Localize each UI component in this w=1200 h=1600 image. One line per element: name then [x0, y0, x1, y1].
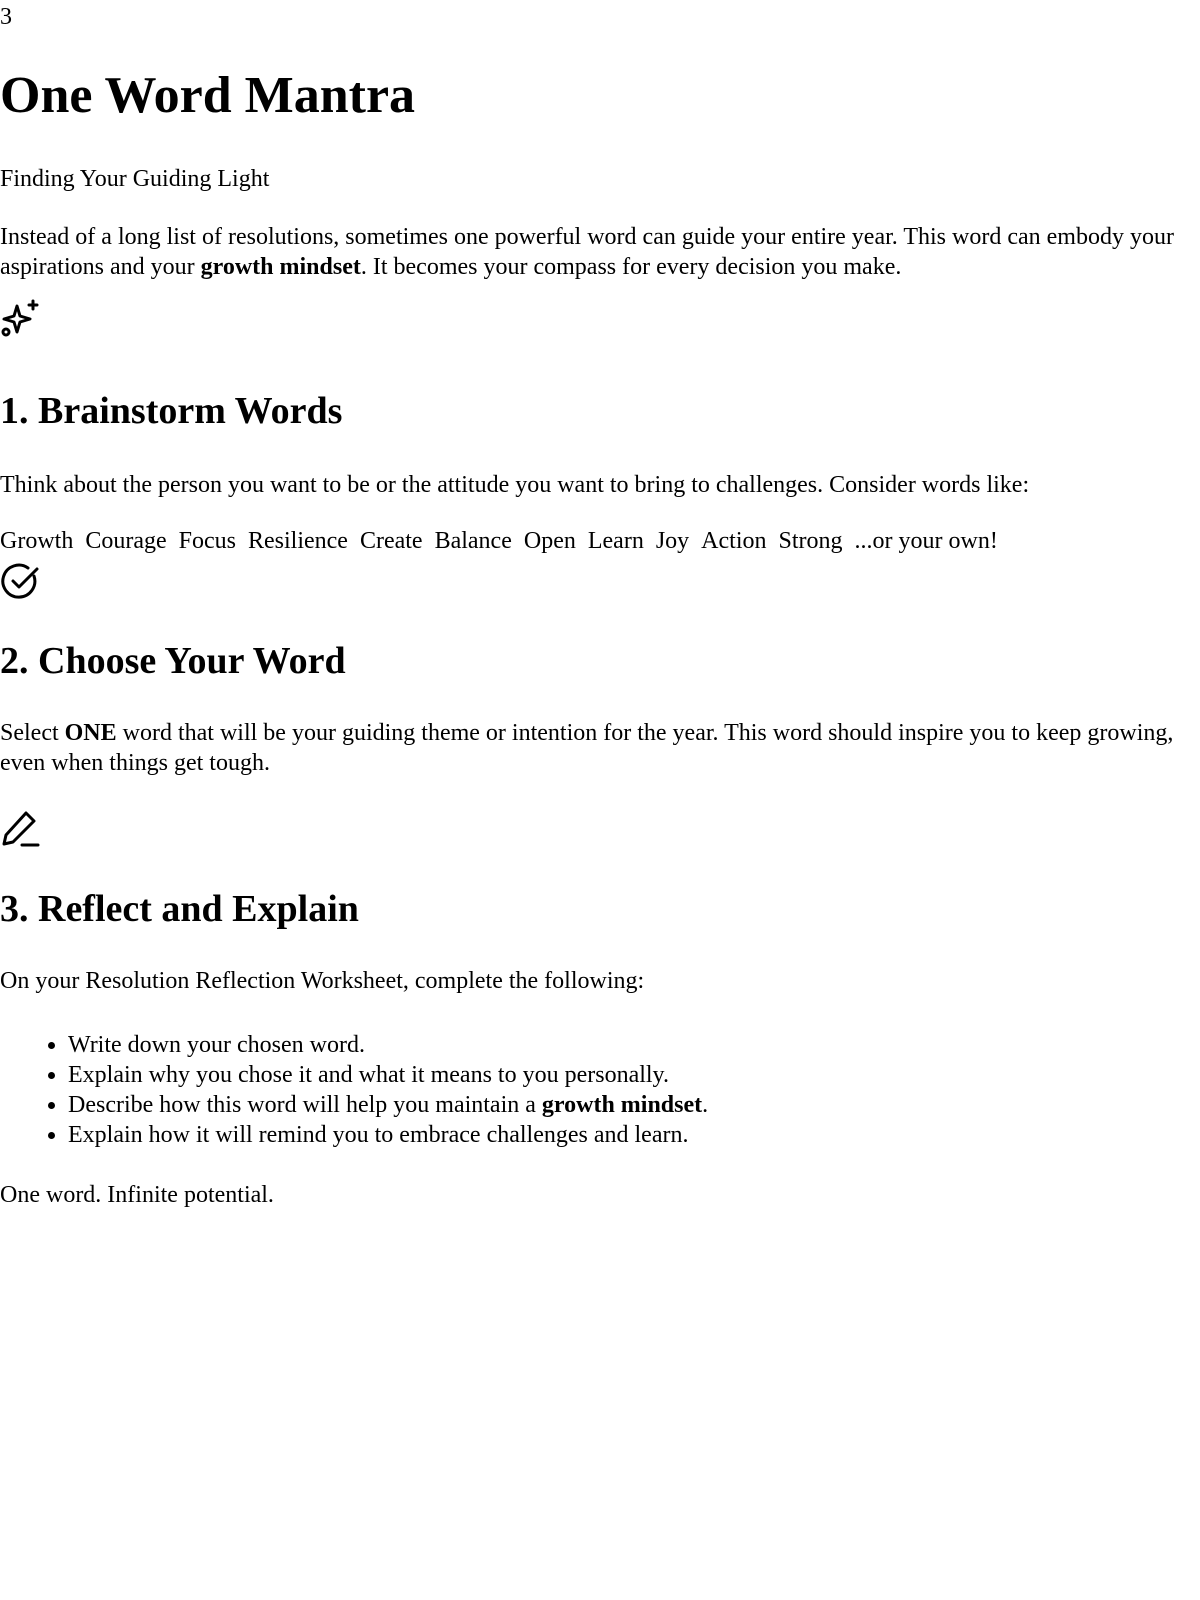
section-3-text: On your Resolution Reflection Worksheet, complete the following: — [0, 968, 645, 994]
word-item: Courage — [85, 528, 167, 554]
section-3-title: Reflect and Explain — [38, 888, 359, 930]
word-item: ...or your own! — [854, 528, 998, 554]
intro-text-before: Instead of a long list of resolutions, sometimes one powerful word can guide your entire year. This word can embody your aspirations and your — [0, 224, 1174, 280]
list-item-bold: growth mindset — [541, 1092, 703, 1118]
section-1-title: Brainstorm Words — [38, 390, 343, 432]
page-subtitle: Finding Your Guiding Light — [0, 166, 270, 192]
list-item — [68, 1060, 708, 1090]
list-item-text-after: . — [702, 1092, 709, 1118]
word-item: Balance — [434, 528, 512, 554]
section-3-number: 3. — [0, 888, 29, 930]
page-number: 3 — [0, 4, 12, 30]
list-item-text: Describe how this word will help you maintain a — [68, 1092, 542, 1118]
list-item — [68, 1030, 708, 1060]
word-item: Open — [523, 528, 576, 554]
intro-text-after: . It becomes your compass for every decision you make. — [360, 254, 902, 280]
closing-line: One word. Infinite potential. — [0, 1182, 274, 1208]
section-2-text-bold: ONE — [64, 720, 117, 746]
word-item: Learn — [587, 528, 644, 554]
section-2-text — [0, 718, 1196, 778]
list-item-text: Explain how it will remind you to embrace challenges and learn. — [68, 1122, 689, 1148]
intro-text-bold: growth mindset — [200, 254, 361, 280]
list-item-text: Write down your chosen word. — [68, 1032, 365, 1058]
word-item: Action — [701, 528, 767, 554]
word-item: Create — [359, 528, 423, 554]
section-2-number: 2. — [0, 640, 29, 682]
intro-paragraph — [0, 222, 1196, 282]
word-item: Resilience — [247, 528, 348, 554]
list-item — [68, 1120, 708, 1150]
word-item: Focus — [178, 528, 236, 554]
word-item: Growth — [0, 528, 74, 554]
pencil-icon — [0, 808, 40, 848]
section-2-text-after: word that will be your guiding theme or intention for the year. This word should inspire you to keep growing, even when things get tough. — [0, 720, 1174, 776]
list-item — [68, 1090, 708, 1120]
word-item: Joy — [655, 528, 690, 554]
section-1-text: Think about the person you want to be or the attitude you want to bring to challenges. Consider words like: — [0, 472, 1030, 498]
section-1-heading — [0, 388, 342, 434]
section-3-heading — [0, 886, 359, 932]
section-2-title: Choose Your Word — [38, 640, 346, 682]
page-title: One Word Mantra — [0, 67, 416, 124]
word-list — [0, 526, 1196, 556]
section-1-number: 1. — [0, 390, 29, 432]
reflection-list — [0, 1030, 708, 1150]
word-item: Strong — [778, 528, 843, 554]
sparkle-icon — [0, 298, 40, 338]
check-circle-icon — [0, 562, 40, 602]
section-2-heading — [0, 638, 346, 684]
section-2-text-before: Select — [0, 720, 65, 746]
list-item-text: Explain why you chose it and what it means to you personally. — [68, 1062, 669, 1088]
